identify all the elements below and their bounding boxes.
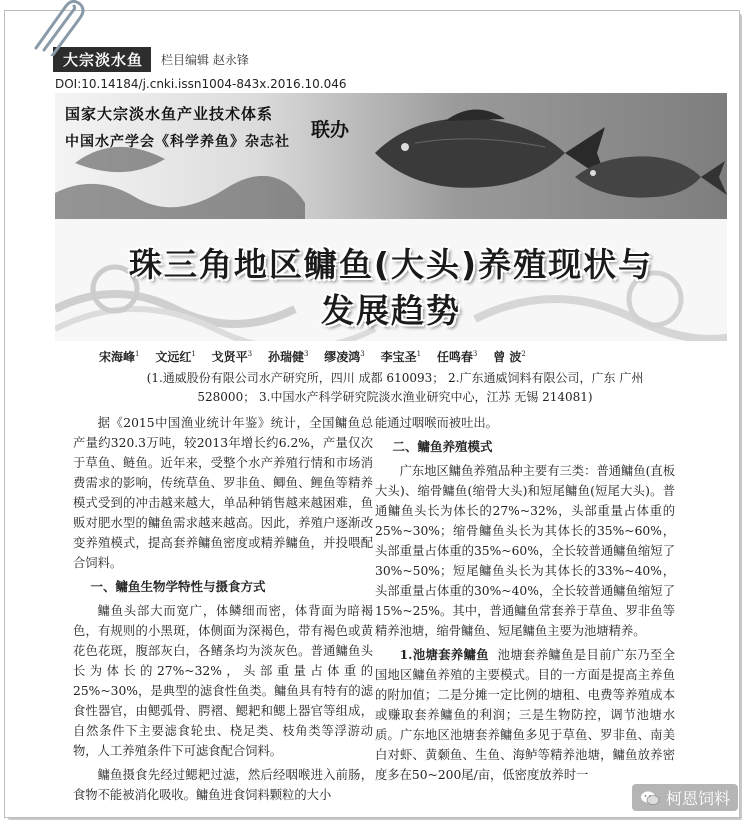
wechat-icon	[640, 790, 660, 806]
affiliation-line2: 528000； 3.中国水产科学研究院淡水渔业研究中心，江苏 无锡 214081)	[197, 390, 593, 404]
author: 曾 波$^2$	[493, 350, 526, 364]
author: 缪凌鸿$^3$	[324, 350, 365, 364]
author: 宋海峰$^1$	[99, 350, 140, 364]
column-name: 大宗淡水鱼	[53, 47, 151, 72]
doi-line: DOI:10.14184/j.cnki.issn1004-843x.2016.10.046	[55, 77, 347, 91]
title-area	[55, 219, 727, 341]
author: 戈贤平$^3$	[211, 350, 253, 364]
body-column-right	[375, 413, 675, 789]
banner-joint-label: 联办	[311, 119, 350, 141]
body-paragraph	[375, 645, 675, 785]
journal-page	[4, 10, 740, 818]
affiliation-line1: (1.通威股份有限公司水产研究所，四川 成都 610093； 2.广东通威饲料有限公司，广东 广州	[146, 371, 644, 385]
body-paragraph: 鳙鱼头部大而宽广，体鳞细而密，体背面为暗褐色，有规则的小黑斑，体侧面为深褐色，带有褐色或黄花色花斑，腹部灰白，各鳍条均为淡灰色。普通鳙鱼头长为体长的27%~32%，头部重量占体重的25%~30%，是典型的滤食性鱼类。鳙鱼具有特有的滤食性器官，由鳃弧骨、腭褶、鳃耙和鳃上器官等组成，自然条件下主要滤食轮虫、桡足类、枝角类等浮游动物，人工养殖条件下可滤食配合饲料。	[73, 604, 373, 758]
body-paragraph: 广东地区鳙鱼养殖品种主要有三类：普通鳙鱼(直板大头)、缩骨鳙鱼(缩骨大头)和短尾鳙鱼(短尾大头)。普通鳙鱼头长为体长的27%~32%，头部重量占体重的25%~30%；缩骨鳙鱼头长为其体长的35%~60%，头部重量占体重的35%~60%，全长较普通鳙鱼缩短了30%~50%；短尾鳙鱼头长为其体长的33%~40%，头部重量占体重的30%~40%，全长较普通鳙鱼缩短了15%~25%。其中，普通鳙鱼常套养于草鱼、罗非鱼等精养池塘，缩骨鳙鱼、短尾鳙鱼主要为池塘精养。	[375, 464, 675, 638]
body-column-left	[73, 413, 373, 809]
section-heading: 二、鳙鱼养殖模式	[392, 439, 493, 454]
body-paragraph: 能通过咽喉而被吐出。	[375, 416, 498, 430]
paperclip-icon	[22, 0, 92, 56]
body-paragraph: 据《2015中国渔业统计年鉴》统计，全国鳙鱼总产量约320.3万吨，较2013年增长约6.2%，产量仅次于草鱼、鲢鱼。近年来，受整个水产养殖行情和市场消费需求的影响，传统草鱼、罗非鱼、鲫鱼、鲤鱼等精养模式受到的冲击越来越大，单品种销售越来越困难，鱼贩对肥水型的鳙鱼需求越来越高。因此，养殖户逐渐改变养殖模式，提高套养鳙鱼密度或精养鳙鱼，并投喂配合饲料。	[73, 416, 373, 570]
article-title-line1: 珠三角地区鳙鱼(大头)养殖现状与	[128, 245, 654, 284]
article-title-line2: 发展趋势	[321, 291, 461, 330]
watermark-text: 柯恩饲料	[665, 789, 730, 808]
body-paragraph: 鳙鱼摄食先经过鳃耙过滤，然后经咽喉进入前肠，食物不能被消化吸收。鳙鱼进食饲料颗粒的大小	[73, 768, 373, 802]
subsection-heading: 1.池塘套养鳙鱼	[399, 647, 490, 662]
fish-banner	[55, 93, 727, 219]
section-heading: 一、鳙鱼生物学特性与摄食方式	[90, 579, 266, 594]
author: 文远红$^1$	[155, 350, 196, 364]
subsection-text: 池塘套养鳙鱼是目前广东乃至全国地区鳙鱼养殖的主要模式。目的一方面是提高主养鱼的附加值；二是分摊一定比例的塘租、电费等养殖成本或赚取套养鳙鱼的利润；三是生物防控，调节池塘水质。广东地区池塘套养鳙鱼多见于草鱼、罗非鱼、南美白对虾、黄颡鱼、生鱼、海鲈等精养池塘，鳙鱼放养密度多在50~200尾/亩，低密度放养时一	[375, 648, 675, 782]
author: 孙瑞健$^3$	[267, 350, 309, 364]
author-list	[99, 348, 709, 365]
banner-organizer-2: 中国水产学会《科学养鱼》杂志社	[65, 134, 290, 150]
author: 任鸣春$^3$	[436, 350, 478, 364]
column-editor: 栏目编辑 赵永锋	[161, 52, 249, 67]
author: 李宝圣$^1$	[380, 350, 422, 364]
watermark	[632, 784, 738, 811]
banner-organizer-1: 国家大宗淡水鱼产业技术体系	[65, 105, 274, 123]
